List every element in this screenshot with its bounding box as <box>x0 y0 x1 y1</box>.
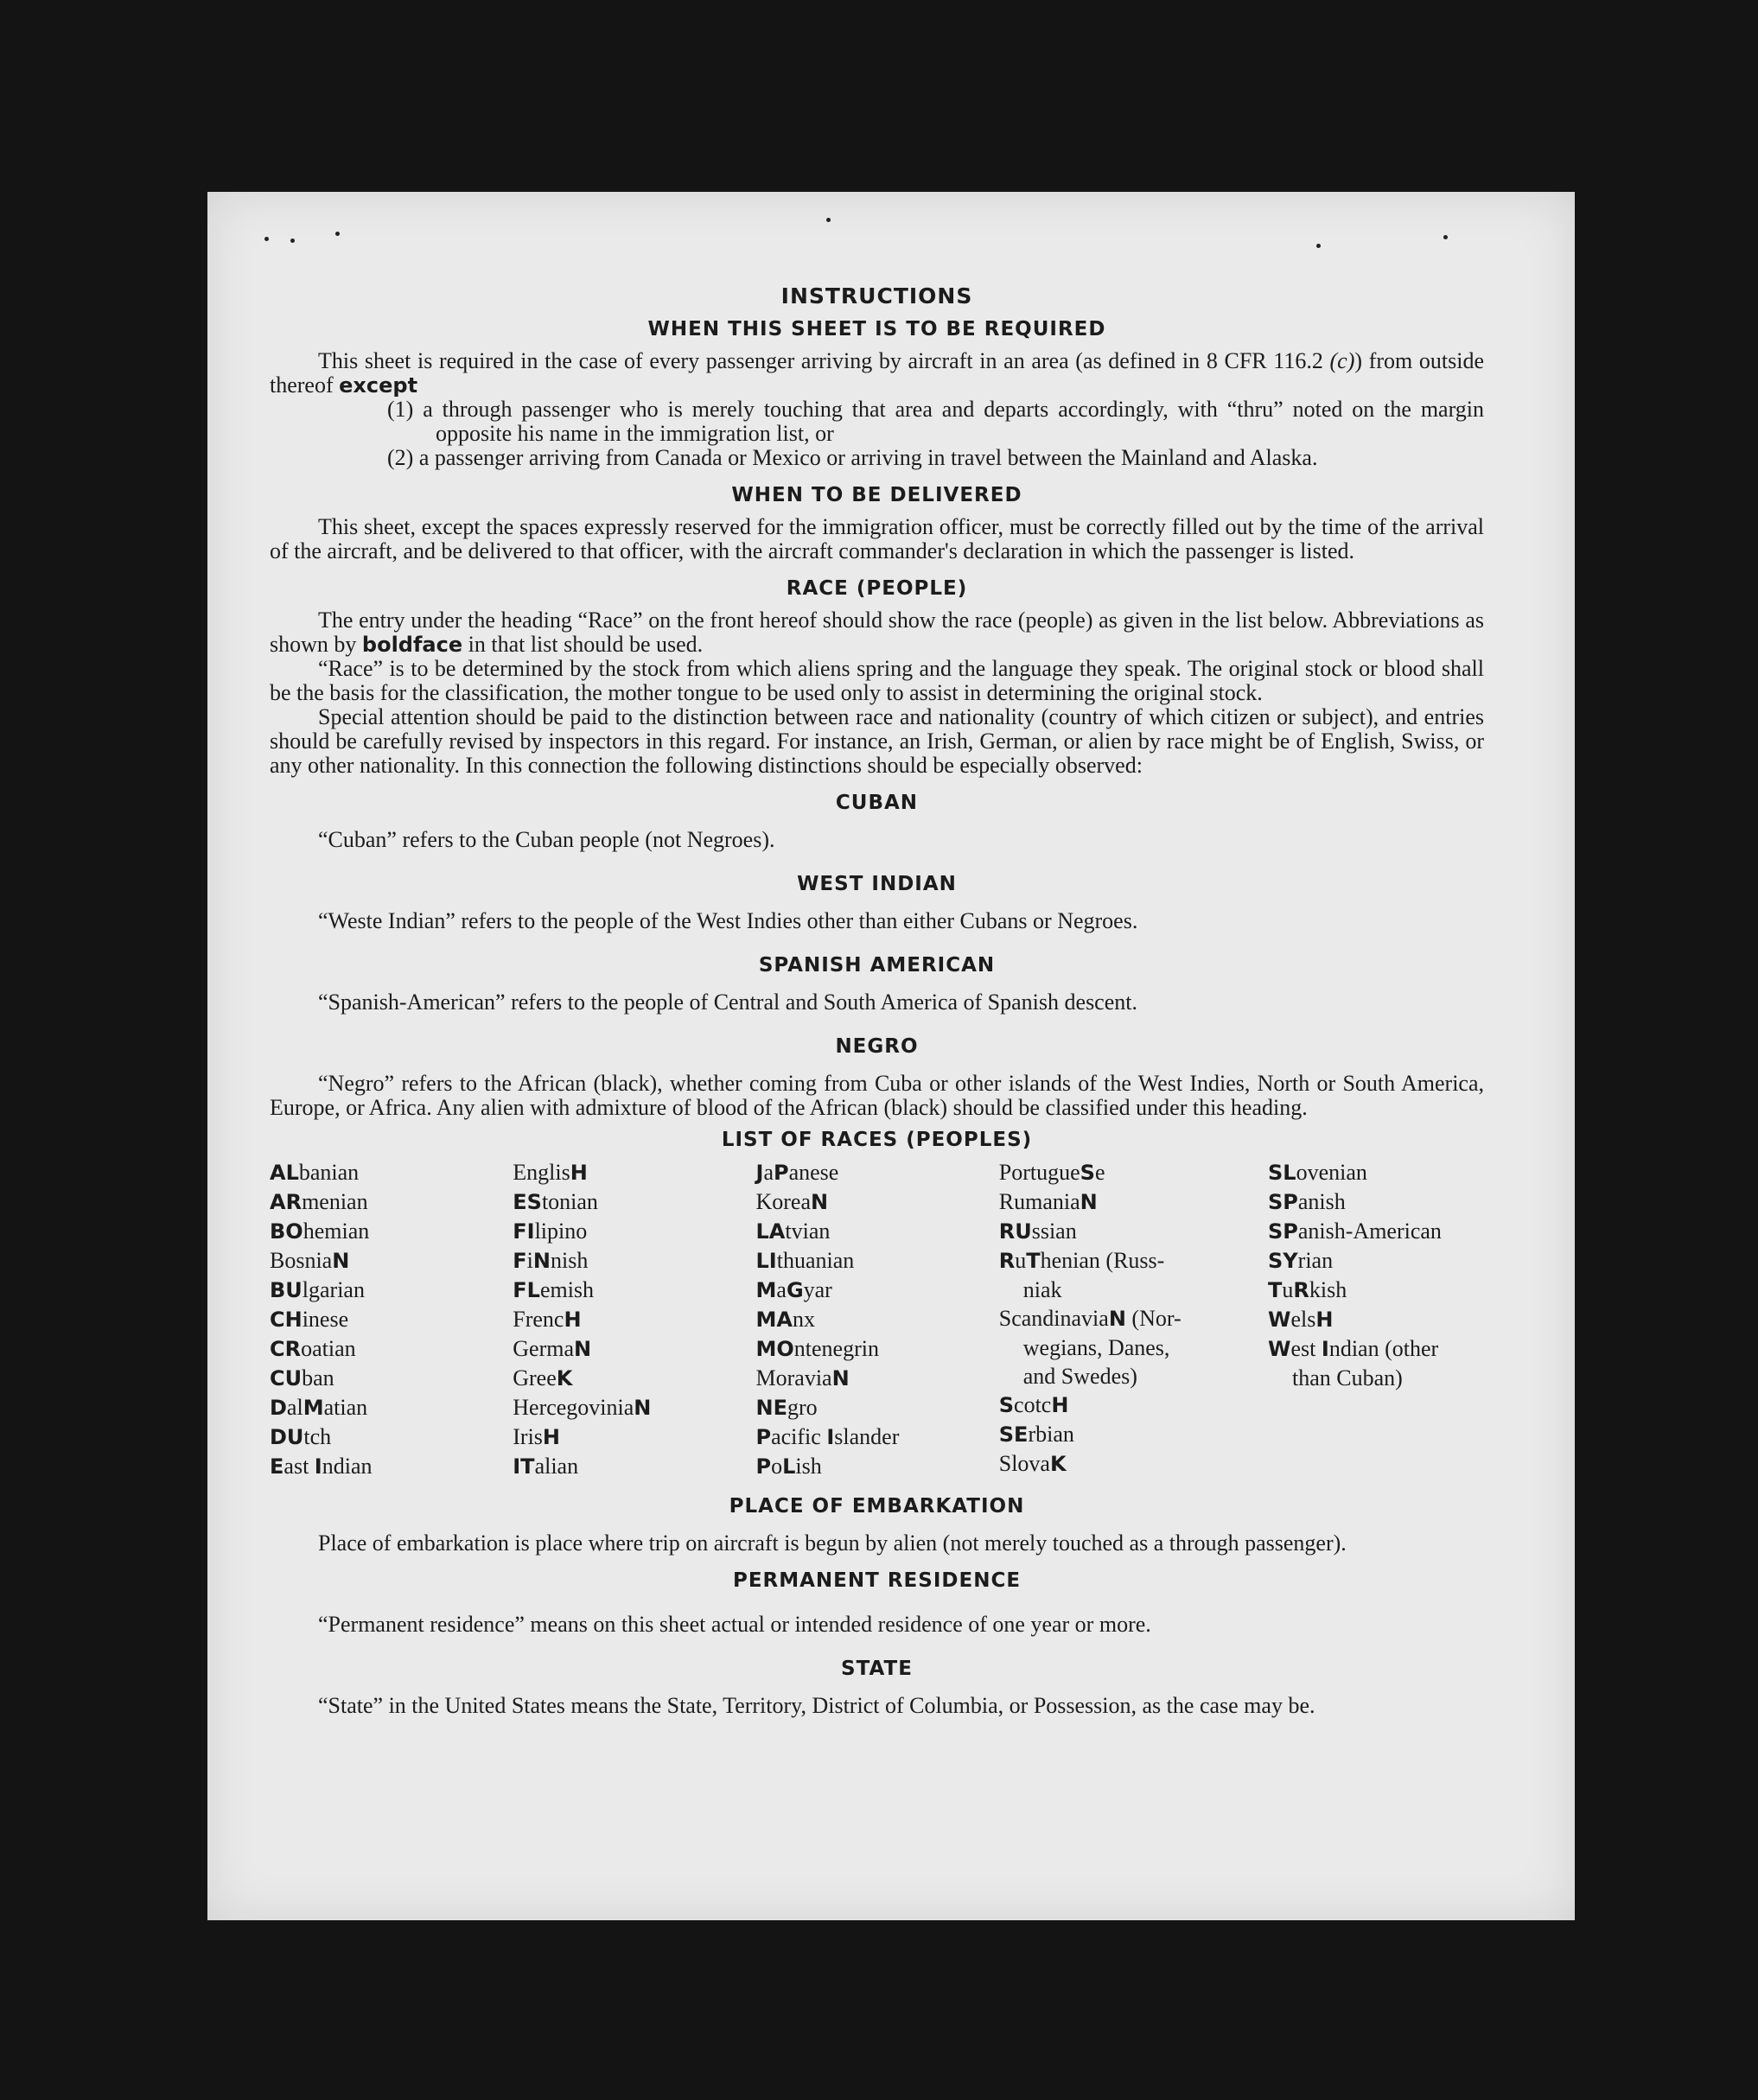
race-paragraph-3: Special attention should be paid to the distinction between race and nationality (country of which citizen or subject), and entries should be carefully revised by inspectors in this regard. For instance, an Irish, German, or alien by race might be of English, Swiss, or any other nationality. In this connection the following distinctions should be especially observed: <box>270 704 1484 778</box>
races-column-3 <box>756 1158 990 1481</box>
race-entry <box>999 1158 1258 1187</box>
race-abbreviation: AR <box>270 1190 303 1214</box>
race-entry <box>270 1217 503 1246</box>
race-text: cotc <box>1014 1392 1052 1417</box>
race-abbreviation: MA <box>755 1308 793 1332</box>
race-abbreviation: S <box>998 1393 1015 1417</box>
race-entry <box>756 1452 990 1481</box>
race-entry <box>270 1452 503 1481</box>
race-abbreviation: R <box>998 1249 1016 1273</box>
west-indian-paragraph: “Weste Indian” refers to the people of the West Indies other than either Cubans or Negroes. <box>318 908 1138 933</box>
race-text: oatian <box>301 1336 356 1361</box>
required-text-b: ) from outside thereof <box>270 348 1484 398</box>
delivered-paragraph: This sheet, except the spaces expressly reserved for the immigration officer, must be correctly filled out by the time of the arrival of the aircraft, and be delivered to that officer, with the aircraft commander's declaration in which the passenger is listed. <box>270 514 1484 563</box>
race-abbreviation: K <box>556 1366 573 1390</box>
race-text: atian <box>323 1395 368 1420</box>
race-entry <box>270 1158 503 1187</box>
race-entry <box>999 1246 1258 1276</box>
race-abbreviation: H <box>570 1161 588 1185</box>
race-abbreviation: P <box>755 1454 772 1479</box>
negro-paragraph: “Negro” refers to the African (black), whether coming from Cuba or other islands of the West Indies, North or South America, Europe, or Africa. Any alien with admixture of blood of the African (black) should be classified under this heading. <box>270 1071 1484 1120</box>
embarkation-heading: PLACE OF EMBARKATION <box>729 1495 1025 1518</box>
race-entry <box>1268 1364 1484 1392</box>
race-abbreviation: LA <box>755 1219 786 1244</box>
race-text-a: The entry under the heading “Race” on the front hereof should show the race (people) as given in the list below. Abbreviations as shown by <box>270 608 1484 657</box>
race-abbreviation: I <box>314 1454 322 1479</box>
race-text: nish <box>550 1248 589 1273</box>
race-abbreviation: S <box>1080 1161 1095 1185</box>
required-paragraph <box>270 349 1484 398</box>
negro-heading: NEGRO <box>835 1035 919 1058</box>
race-text: tch <box>303 1424 332 1449</box>
race-entry <box>756 1246 990 1276</box>
race-entry <box>756 1334 990 1364</box>
race-abbreviation: M <box>303 1396 324 1420</box>
race-entry <box>513 1422 746 1452</box>
race-text: i <box>526 1248 533 1273</box>
race-abbreviation: MO <box>755 1337 794 1361</box>
race-text: (Nor- <box>1125 1306 1182 1331</box>
races-column-1 <box>270 1158 503 1481</box>
race-text: ish <box>795 1454 822 1479</box>
residence-paragraph: “Permanent residence” means on this sheet actual or intended residence of one year or more. <box>318 1612 1151 1637</box>
race-text: ast <box>283 1454 315 1479</box>
race-entry <box>999 1187 1258 1217</box>
race-text: nx <box>792 1307 815 1332</box>
race-entry <box>999 1390 1258 1420</box>
race-text: henian (Russ- <box>1040 1248 1165 1273</box>
race-entry <box>1268 1276 1484 1305</box>
race-text: hemian <box>303 1219 370 1244</box>
race-abbreviation: W <box>1268 1308 1291 1332</box>
race-text: slander <box>834 1424 900 1449</box>
race-text: Scandinavia <box>998 1306 1109 1331</box>
race-abbreviation: I <box>1321 1337 1329 1361</box>
race-paragraph-2: “Race” is to be determined by the stock from which aliens spring and the language they speak. The original stock or blood shall be the basis for the classification, the mother tongue to be used only to assist in determining the original stock. <box>270 656 1484 705</box>
race-text: e <box>1094 1160 1105 1185</box>
race-entry <box>756 1158 990 1187</box>
speck <box>290 239 295 243</box>
race-entry <box>1268 1305 1484 1334</box>
race-text: gro <box>787 1395 818 1420</box>
race-entry <box>513 1452 746 1481</box>
race-text: Gree <box>513 1365 557 1390</box>
race-text: acific <box>771 1424 827 1449</box>
speck <box>335 232 340 236</box>
race-abbreviation: W <box>1268 1337 1291 1361</box>
race-abbreviation: N <box>532 1249 551 1273</box>
race-abbreviation: H <box>1315 1308 1334 1332</box>
race-text: u <box>1015 1248 1027 1273</box>
race-entry <box>270 1364 503 1393</box>
race-text: rbian <box>1028 1422 1074 1447</box>
cfr-citation: (c) <box>1329 348 1355 373</box>
race-abbreviation: H <box>1051 1393 1069 1417</box>
race-entry <box>999 1217 1258 1246</box>
race-abbreviation: H <box>542 1425 561 1449</box>
race-abbreviation: BU <box>270 1278 303 1302</box>
cuban-paragraph: “Cuban” refers to the Cuban people (not Negroes). <box>318 827 775 852</box>
cuban-heading: CUBAN <box>835 792 919 814</box>
race-abbreviation: FI <box>513 1219 535 1244</box>
races-column-5 <box>1268 1158 1484 1481</box>
race-text: Iris <box>513 1424 543 1449</box>
races-list <box>270 1158 1484 1481</box>
race-abbreviation: AL <box>270 1161 299 1185</box>
race-abbreviation: SP <box>1268 1190 1298 1214</box>
race-abbreviation: CH <box>270 1308 303 1332</box>
race-abbreviation: RU <box>998 1219 1032 1244</box>
instructions-title: INSTRUCTIONS <box>780 283 973 309</box>
race-entry <box>513 1246 746 1276</box>
race-text: ndian <box>322 1454 373 1479</box>
required-heading: WHEN THIS SHEET IS TO BE REQUIRED <box>647 318 1106 340</box>
speck <box>264 237 269 241</box>
race-entry <box>513 1364 746 1393</box>
race-entry <box>999 1276 1258 1304</box>
race-entry <box>270 1334 503 1364</box>
west-indian-heading: WEST INDIAN <box>797 873 957 895</box>
race-entry <box>756 1217 990 1246</box>
race-abbreviation: SY <box>1268 1249 1298 1273</box>
race-entry <box>270 1187 503 1217</box>
races-column-4 <box>999 1158 1258 1481</box>
race-text: est <box>1290 1336 1322 1361</box>
race-text: Bosnia <box>270 1248 333 1273</box>
race-entry <box>999 1449 1258 1479</box>
race-text: Moravia <box>755 1365 832 1390</box>
race-entry <box>270 1246 503 1276</box>
embarkation-paragraph: Place of embarkation is place where trip on aircraft is begun by alien (not merely touched as a through passenger). <box>318 1530 1347 1556</box>
race-text: Englis <box>513 1160 570 1185</box>
race-text: Slova <box>998 1451 1050 1476</box>
race-text: Korea <box>755 1189 812 1214</box>
speck <box>1316 244 1321 248</box>
race-text: ovenian <box>1296 1160 1367 1185</box>
race-abbreviation: BO <box>270 1219 303 1244</box>
race-entry <box>756 1393 990 1422</box>
race-text: al <box>286 1395 303 1420</box>
races-column-2 <box>513 1158 746 1481</box>
race-text: inese <box>302 1307 349 1332</box>
speck <box>826 218 831 222</box>
race-text: than Cuban) <box>1292 1365 1403 1390</box>
residence-heading: PERMANENT RESIDENCE <box>732 1569 1022 1592</box>
race-entry <box>999 1362 1258 1390</box>
race-abbreviation: N <box>574 1337 592 1361</box>
race-text: a <box>776 1277 787 1302</box>
race-entry <box>513 1276 746 1305</box>
race-text: menian <box>302 1189 368 1214</box>
race-text: lgarian <box>302 1277 365 1302</box>
race-abbreviation: CU <box>270 1366 303 1390</box>
race-text: ssian <box>1031 1219 1077 1244</box>
race-text: niak <box>1022 1277 1062 1302</box>
race-entry <box>999 1333 1258 1362</box>
race-text: a <box>763 1160 774 1185</box>
race-abbreviation: N <box>1108 1307 1126 1331</box>
race-entry <box>756 1276 990 1305</box>
race-abbreviation: P <box>755 1425 772 1449</box>
race-entry <box>513 1217 746 1246</box>
race-text: Frenc <box>513 1307 564 1332</box>
race-abbreviation: E <box>270 1454 284 1479</box>
race-abbreviation: SE <box>998 1422 1029 1447</box>
race-abbreviation: H <box>564 1308 582 1332</box>
race-text: rian <box>1297 1248 1334 1273</box>
race-abbreviation: D <box>270 1396 287 1420</box>
race-entry <box>756 1187 990 1217</box>
race-abbreviation: NE <box>755 1396 787 1420</box>
race-entry <box>999 1304 1258 1333</box>
race-text: u <box>1282 1277 1294 1302</box>
race-entry <box>270 1305 503 1334</box>
race-entry <box>270 1393 503 1422</box>
race-text: anish <box>1297 1189 1346 1214</box>
race-text: Rumania <box>998 1189 1080 1214</box>
race-abbreviation: I <box>826 1425 835 1449</box>
race-abbreviation: N <box>634 1396 652 1420</box>
race-text: lipino <box>534 1219 588 1244</box>
race-abbreviation: T <box>1268 1278 1283 1302</box>
race-entry <box>513 1305 746 1334</box>
instructions-body <box>270 283 1484 1718</box>
race-abbreviation: N <box>332 1249 350 1273</box>
race-text: emish <box>539 1277 595 1302</box>
race-abbreviation: N <box>1080 1190 1098 1214</box>
race-abbreviation: J <box>755 1161 764 1185</box>
race-text: thuanian <box>776 1248 855 1273</box>
race-abbreviation: ES <box>513 1190 542 1214</box>
race-text: tonian <box>541 1189 598 1214</box>
race-text: alian <box>534 1454 579 1479</box>
race-abbreviation: CR <box>270 1337 302 1361</box>
race-abbreviation: SP <box>1268 1219 1298 1244</box>
race-text: kish <box>1309 1277 1347 1302</box>
race-abbreviation: T <box>1026 1249 1041 1273</box>
race-text-b: in that list should be used. <box>462 632 704 657</box>
race-text: ban <box>302 1365 334 1390</box>
race-heading: RACE (PEOPLE) <box>786 577 968 600</box>
race-paragraph-1 <box>270 608 1484 657</box>
race-entry <box>756 1305 990 1334</box>
race-abbreviation: L <box>782 1454 796 1479</box>
race-text: and Swedes) <box>1022 1364 1137 1389</box>
race-text: anese <box>788 1160 839 1185</box>
race-entry <box>513 1393 746 1422</box>
speck <box>1443 235 1448 239</box>
race-abbreviation: LI <box>755 1249 777 1273</box>
race-text: banian <box>298 1160 360 1185</box>
race-abbreviation: N <box>811 1190 829 1214</box>
required-text-a: This sheet is required in the case of every passenger arriving by aircraft in an area (as defined in 8 CFR 116.2 <box>318 348 1330 373</box>
race-abbreviation: N <box>831 1366 850 1390</box>
list-of-races-heading: LIST OF RACES (PEOPLES) <box>721 1129 1033 1151</box>
race-abbreviation: IT <box>513 1454 535 1479</box>
state-heading: STATE <box>841 1658 913 1680</box>
race-abbreviation: G <box>786 1278 804 1302</box>
race-abbreviation: F <box>513 1249 527 1273</box>
except-keyword: except <box>339 373 418 398</box>
race-text: yar <box>803 1277 832 1302</box>
race-text: Hercegovinia <box>513 1395 634 1420</box>
race-entry <box>1268 1246 1484 1276</box>
race-entry <box>1268 1158 1484 1187</box>
spanish-american-heading: SPANISH AMERICAN <box>758 954 996 977</box>
race-text: ndian (other <box>1328 1336 1439 1361</box>
boldface-keyword: boldface <box>361 633 463 657</box>
race-entry <box>756 1364 990 1393</box>
spanish-american-paragraph: “Spanish-American” refers to the people of Central and South America of Spanish descent. <box>318 990 1137 1015</box>
race-entry <box>1268 1187 1484 1217</box>
race-entry <box>513 1187 746 1217</box>
race-text: wegians, Danes, <box>1022 1335 1170 1360</box>
race-entry <box>513 1334 746 1364</box>
document-page <box>207 192 1575 1920</box>
race-abbreviation: SL <box>1268 1161 1296 1185</box>
race-abbreviation: R <box>1293 1278 1309 1302</box>
race-abbreviation: K <box>1049 1452 1067 1476</box>
delivered-heading: WHEN TO BE DELIVERED <box>731 484 1022 506</box>
race-text: tvian <box>785 1219 831 1244</box>
race-abbreviation: FL <box>513 1278 540 1302</box>
race-abbreviation: M <box>755 1278 777 1302</box>
race-entry <box>270 1276 503 1305</box>
exception-item-1: (1) a through passenger who is merely touching that area and departs accordingly, with “thru” noted on the margin opposite his name in the immigration list, or <box>387 397 1484 446</box>
race-text: ntenegrin <box>793 1336 879 1361</box>
race-entry <box>999 1420 1258 1449</box>
race-abbreviation: P <box>773 1161 789 1185</box>
race-entry <box>513 1158 746 1187</box>
race-text: anish-American <box>1297 1219 1442 1244</box>
race-text: Germa <box>513 1336 574 1361</box>
race-entry <box>1268 1217 1484 1246</box>
race-text: o <box>771 1454 783 1479</box>
race-text: els <box>1290 1307 1316 1332</box>
race-abbreviation: DU <box>270 1425 304 1449</box>
race-entry <box>270 1422 503 1452</box>
race-entry <box>1268 1334 1484 1364</box>
race-text: Portugue <box>998 1160 1080 1185</box>
race-entry <box>756 1422 990 1452</box>
exception-item-2: (2) a passenger arriving from Canada or Mexico or arriving in travel between the Mainland and Alaska. <box>387 445 1318 470</box>
state-paragraph: “State” in the United States means the State, Territory, District of Columbia, or Possession, as the case may be. <box>318 1693 1315 1718</box>
